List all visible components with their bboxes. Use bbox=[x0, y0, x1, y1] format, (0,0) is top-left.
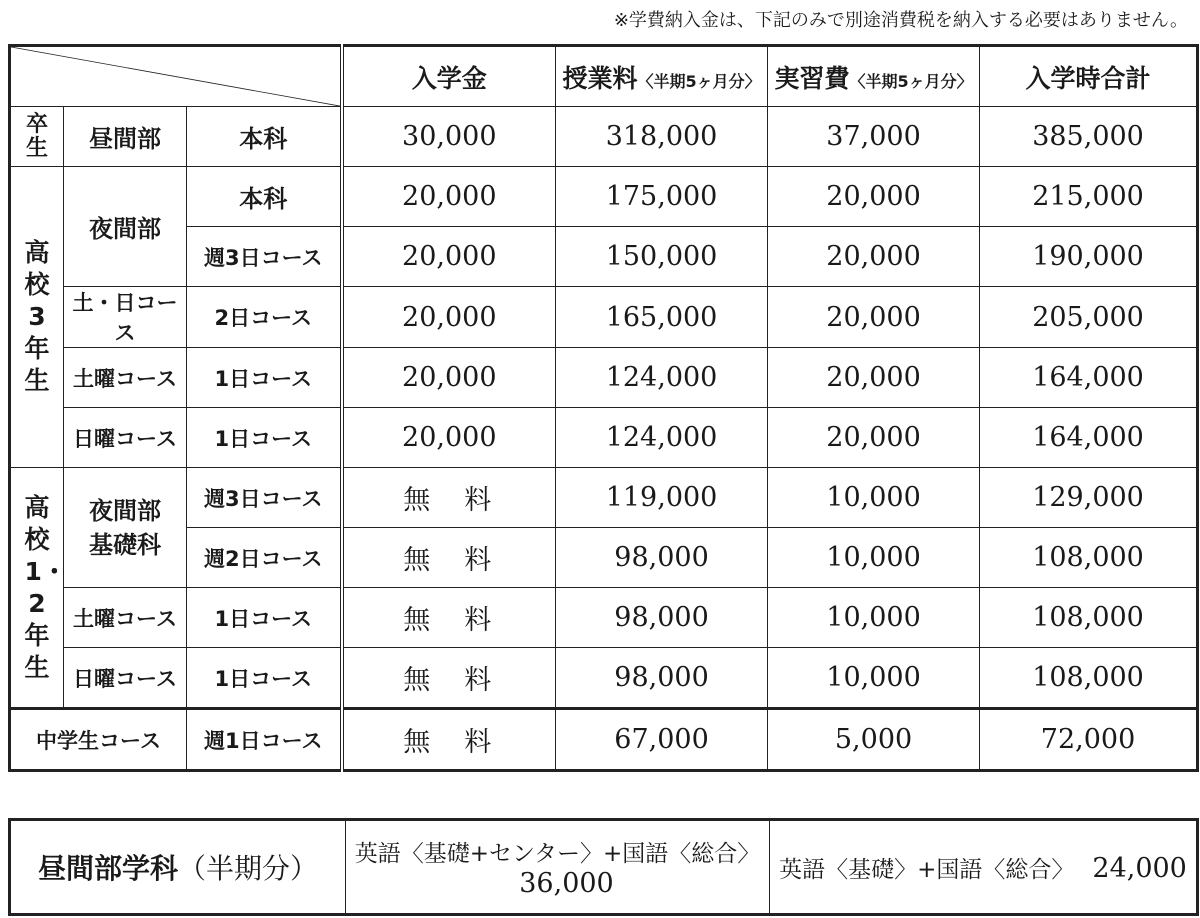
total-cell: 164,000 bbox=[980, 408, 1198, 468]
total-cell: 205,000 bbox=[980, 287, 1198, 348]
practice-fee-cell: 5,000 bbox=[768, 709, 980, 771]
course-cell: 週3日コース bbox=[187, 227, 342, 287]
entry-fee-cell: 無料 bbox=[342, 528, 556, 588]
option-english-basic-japanese: 英語〈基礎〉+国語〈総合〉 24,000 bbox=[770, 820, 1198, 915]
total-cell: 164,000 bbox=[980, 348, 1198, 408]
header-practice-fee: 実習費〈半期5ヶ月分〉 bbox=[768, 46, 980, 107]
option-english-center-japanese: 英語〈基礎+センター〉+国語〈総合〉36,000 bbox=[346, 820, 770, 915]
header-entry-fee: 入学金 bbox=[342, 46, 556, 107]
entry-fee-cell: 無料 bbox=[342, 468, 556, 528]
course-cell: 1日コース bbox=[187, 348, 342, 408]
total-cell: 129,000 bbox=[980, 468, 1198, 528]
course-cell: 1日コース bbox=[187, 408, 342, 468]
entry-fee-cell: 20,000 bbox=[342, 287, 556, 348]
tuition-cell: 150,000 bbox=[556, 227, 768, 287]
total-cell: 190,000 bbox=[980, 227, 1198, 287]
course-cell: 2日コース bbox=[187, 287, 342, 348]
tuition-cell: 165,000 bbox=[556, 287, 768, 348]
fee-table bbox=[8, 44, 1199, 772]
practice-fee-cell: 20,000 bbox=[768, 287, 980, 348]
division-sat: 土曜コース bbox=[64, 348, 187, 408]
division-junior: 中学生コース bbox=[10, 709, 187, 771]
course-cell: 1日コース bbox=[187, 648, 342, 709]
tuition-cell: 124,000 bbox=[556, 348, 768, 408]
group-hs12: 高校1・2年生 bbox=[10, 468, 64, 709]
practice-fee-cell: 37,000 bbox=[768, 107, 980, 167]
total-cell: 72,000 bbox=[980, 709, 1198, 771]
course-cell: 1日コース bbox=[187, 588, 342, 648]
table-row bbox=[10, 408, 1198, 468]
header-row bbox=[10, 46, 1198, 107]
tuition-cell: 98,000 bbox=[556, 648, 768, 709]
total-cell: 385,000 bbox=[980, 107, 1198, 167]
tuition-cell: 67,000 bbox=[556, 709, 768, 771]
tuition-cell: 119,000 bbox=[556, 468, 768, 528]
division-sun: 日曜コース bbox=[64, 648, 187, 709]
corner-cell bbox=[10, 46, 342, 107]
total-cell: 108,000 bbox=[980, 588, 1198, 648]
division-day: 昼間部 bbox=[64, 107, 187, 167]
practice-fee-cell: 20,000 bbox=[768, 348, 980, 408]
entry-fee-cell: 20,000 bbox=[342, 167, 556, 227]
tuition-cell: 175,000 bbox=[556, 167, 768, 227]
entry-fee-cell: 無料 bbox=[342, 709, 556, 771]
practice-fee-cell: 20,000 bbox=[768, 167, 980, 227]
entry-fee-cell: 無料 bbox=[342, 588, 556, 648]
course-cell: 週3日コース bbox=[187, 468, 342, 528]
table-row bbox=[10, 227, 1198, 287]
practice-fee-cell: 10,000 bbox=[768, 588, 980, 648]
tax-note: ※学費納入金は、下記のみで別途消費税を納入する必要はありません。 bbox=[613, 10, 1188, 31]
division-satsun: 土・日コース bbox=[64, 287, 187, 348]
practice-fee-cell: 10,000 bbox=[768, 528, 980, 588]
table-row bbox=[10, 648, 1198, 709]
day-course-title: 昼間部学科（半期分） bbox=[10, 820, 346, 915]
course-cell: 週1日コース bbox=[187, 709, 342, 771]
table-row bbox=[10, 348, 1198, 408]
table-row bbox=[10, 709, 1198, 771]
table-row bbox=[10, 167, 1198, 227]
tuition-cell: 318,000 bbox=[556, 107, 768, 167]
table-row bbox=[10, 287, 1198, 348]
total-cell: 215,000 bbox=[980, 167, 1198, 227]
total-cell: 108,000 bbox=[980, 648, 1198, 709]
header-total: 入学時合計 bbox=[980, 46, 1198, 107]
division-night-basic: 夜間部 基礎科 bbox=[64, 468, 187, 588]
table-row bbox=[10, 528, 1198, 588]
entry-fee-cell: 無料 bbox=[342, 648, 556, 709]
division-night: 夜間部 bbox=[64, 167, 187, 287]
tuition-cell: 98,000 bbox=[556, 588, 768, 648]
practice-fee-cell: 20,000 bbox=[768, 227, 980, 287]
day-course-table bbox=[8, 818, 1199, 916]
table-row bbox=[10, 588, 1198, 648]
division-sun: 日曜コース bbox=[64, 408, 187, 468]
entry-fee-cell: 20,000 bbox=[342, 227, 556, 287]
tuition-cell: 124,000 bbox=[556, 408, 768, 468]
course-cell: 週2日コース bbox=[187, 528, 342, 588]
group-graduate: 卒生 bbox=[10, 107, 64, 167]
course-cell: 本科 bbox=[187, 107, 342, 167]
entry-fee-cell: 20,000 bbox=[342, 348, 556, 408]
practice-fee-cell: 10,000 bbox=[768, 648, 980, 709]
table-row bbox=[10, 820, 1198, 915]
table-row bbox=[10, 468, 1198, 528]
header-tuition: 授業料〈半期5ヶ月分〉 bbox=[556, 46, 768, 107]
entry-fee-cell: 30,000 bbox=[342, 107, 556, 167]
group-hs3: 高校3年生 bbox=[10, 167, 64, 468]
division-sat: 土曜コース bbox=[64, 588, 187, 648]
practice-fee-cell: 10,000 bbox=[768, 468, 980, 528]
table-row bbox=[10, 107, 1198, 167]
practice-fee-cell: 20,000 bbox=[768, 408, 980, 468]
total-cell: 108,000 bbox=[980, 528, 1198, 588]
tuition-cell: 98,000 bbox=[556, 528, 768, 588]
course-cell: 本科 bbox=[187, 167, 342, 227]
entry-fee-cell: 20,000 bbox=[342, 408, 556, 468]
